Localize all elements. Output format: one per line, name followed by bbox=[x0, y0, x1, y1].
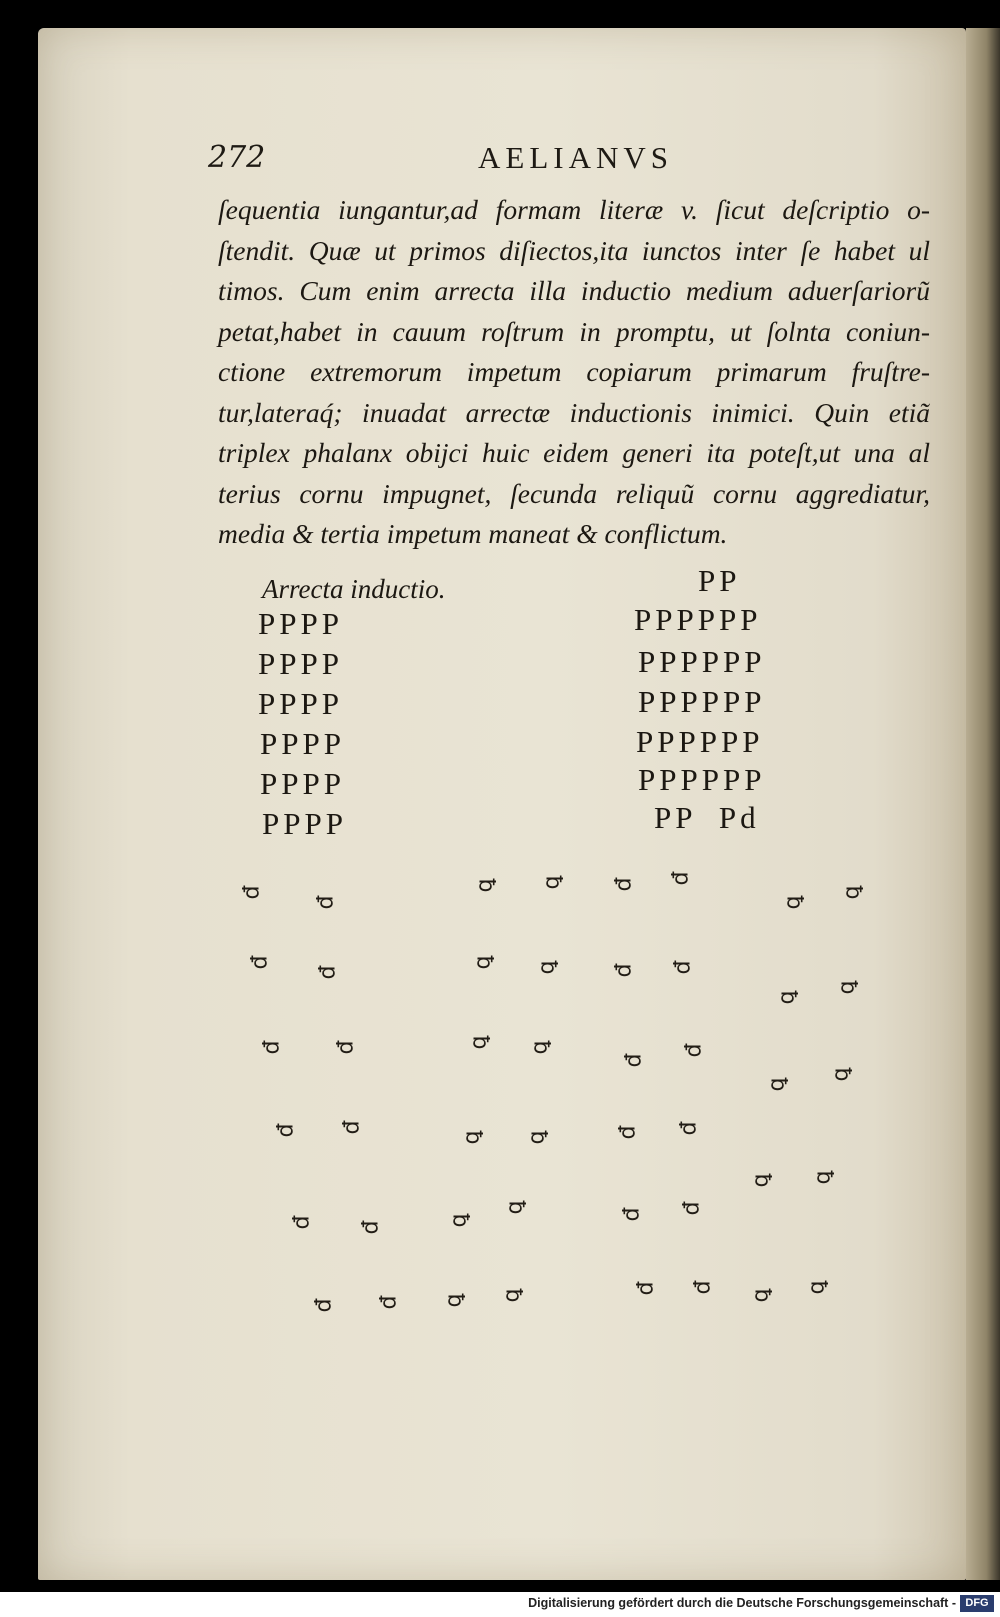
soldier-mark: ꝗ bbox=[774, 990, 800, 1005]
soldier-mark: ꝗ bbox=[527, 1040, 553, 1055]
formation-row-right: PP Pd bbox=[654, 800, 760, 835]
soldier-mark: ꝑ bbox=[682, 1043, 708, 1058]
formation-row-right: PPPPPP bbox=[638, 684, 766, 719]
soldier-mark: ꝑ bbox=[340, 1120, 366, 1135]
soldier-mark: ꝑ bbox=[240, 885, 266, 900]
text-line: petat,habet in cauum roſtrum in promptu, ut ſolnta coniun- bbox=[218, 315, 930, 347]
soldier-mark: ꝑ bbox=[677, 1121, 703, 1136]
formation-row-left: PPPP bbox=[262, 806, 347, 841]
soldier-mark: ꝑ bbox=[671, 960, 697, 975]
soldier-mark: ꝑ bbox=[612, 877, 638, 892]
soldier-mark: ꝗ bbox=[780, 895, 806, 910]
soldier-mark: ꝑ bbox=[612, 963, 638, 978]
soldier-mark: ꝑ bbox=[274, 1123, 300, 1138]
soldier-mark: ꝑ bbox=[634, 1281, 660, 1296]
footer-bar bbox=[0, 1592, 1000, 1617]
formation-row-right: PPPPPP bbox=[634, 602, 762, 637]
soldier-mark: ꝗ bbox=[459, 1130, 485, 1145]
soldier-mark: ꝑ bbox=[691, 1280, 717, 1295]
soldier-mark: ꝑ bbox=[260, 1040, 286, 1055]
soldier-mark: ꝑ bbox=[359, 1220, 385, 1235]
soldier-mark: ꝑ bbox=[622, 1053, 648, 1068]
soldier-mark: ꝗ bbox=[502, 1200, 528, 1215]
soldier-mark: ꝗ bbox=[441, 1293, 467, 1308]
soldier-mark: ꝑ bbox=[316, 965, 342, 980]
soldier-mark: ꝗ bbox=[446, 1213, 472, 1228]
soldier-mark: ꝗ bbox=[466, 1035, 492, 1050]
formation-row-left: PPPP bbox=[260, 766, 345, 801]
soldier-mark: ꝗ bbox=[748, 1288, 774, 1303]
figure-caption: Arrecta inductio. bbox=[262, 574, 446, 604]
formation-row-right: PPPPPP bbox=[636, 724, 764, 759]
soldier-mark: ꝑ bbox=[680, 1201, 706, 1216]
text-line: timos. Cum enim arrecta illa inductio medium aduerſariorũ bbox=[218, 275, 930, 306]
soldier-mark: ꝑ bbox=[616, 1125, 642, 1140]
soldier-mark: ꝗ bbox=[472, 878, 498, 893]
soldier-mark: ꝗ bbox=[828, 1067, 854, 1082]
dfg-logo: DFG bbox=[960, 1595, 994, 1612]
text-line: media & tertia impetum maneat & conflictum. bbox=[218, 518, 728, 549]
text-line: tur,lateraq́; inuadat arrectæ inductionis inimici. Quin etiã bbox=[218, 396, 930, 428]
text-line: ctione extremorum impetum copiarum primarum fruſtre- bbox=[218, 356, 930, 387]
soldier-mark: ꝗ bbox=[804, 1280, 830, 1295]
running-title: AELIANVS bbox=[478, 140, 673, 175]
soldier-mark: ꝗ bbox=[524, 1130, 550, 1145]
soldier-mark: ꝗ bbox=[748, 1173, 774, 1188]
formation-row-right: PP bbox=[698, 563, 741, 598]
soldier-mark: ꝗ bbox=[839, 885, 865, 900]
soldier-mark: ꝑ bbox=[312, 1298, 338, 1313]
soldier-mark: ꝗ bbox=[834, 980, 860, 995]
text-line: triplex phalanx obijci huic eidem generi ita poteſt,ut una al bbox=[218, 437, 930, 468]
soldier-mark: ꝑ bbox=[669, 871, 695, 886]
text-line: ſequentia iungantur,ad formam literæ v. ſicut deſcriptio o- bbox=[218, 194, 930, 225]
soldier-mark: ꝑ bbox=[620, 1207, 646, 1222]
soldier-mark: ꝑ bbox=[334, 1040, 360, 1055]
formation-row-left: PPPP bbox=[258, 686, 343, 721]
text-line: terius cornu impugnet, ſecunda reliquũ cornu aggrediatur, bbox=[218, 477, 930, 509]
text-line: ſtendit. Quæ ut primos diſiectos,ita iunctos inter ſe habet ul bbox=[218, 234, 930, 266]
soldier-mark: ꝑ bbox=[290, 1215, 316, 1230]
soldier-mark: ꝗ bbox=[810, 1170, 836, 1185]
formation-row-left: PPPP bbox=[258, 606, 343, 641]
formation-row-right: PPPPPP bbox=[638, 644, 766, 679]
soldier-mark: ꝗ bbox=[539, 875, 565, 890]
formation-row-left: PPPP bbox=[260, 726, 345, 761]
soldier-mark: ꝑ bbox=[377, 1295, 403, 1310]
page-number: 272 bbox=[208, 140, 266, 175]
formation-row-right: PPPPPP bbox=[638, 762, 766, 797]
soldier-mark: ꝑ bbox=[314, 895, 340, 910]
soldier-mark: ꝗ bbox=[499, 1288, 525, 1303]
soldier-mark: ꝗ bbox=[470, 955, 496, 970]
formation-row-left: PPPP bbox=[258, 646, 343, 681]
soldier-mark: ꝗ bbox=[764, 1077, 790, 1092]
funding-credit: Digitalisierung gefördert durch die Deutsche Forschungsgemeinschaft - bbox=[528, 1596, 956, 1610]
soldier-mark: ꝑ bbox=[248, 955, 274, 970]
soldier-mark: ꝗ bbox=[534, 960, 560, 975]
